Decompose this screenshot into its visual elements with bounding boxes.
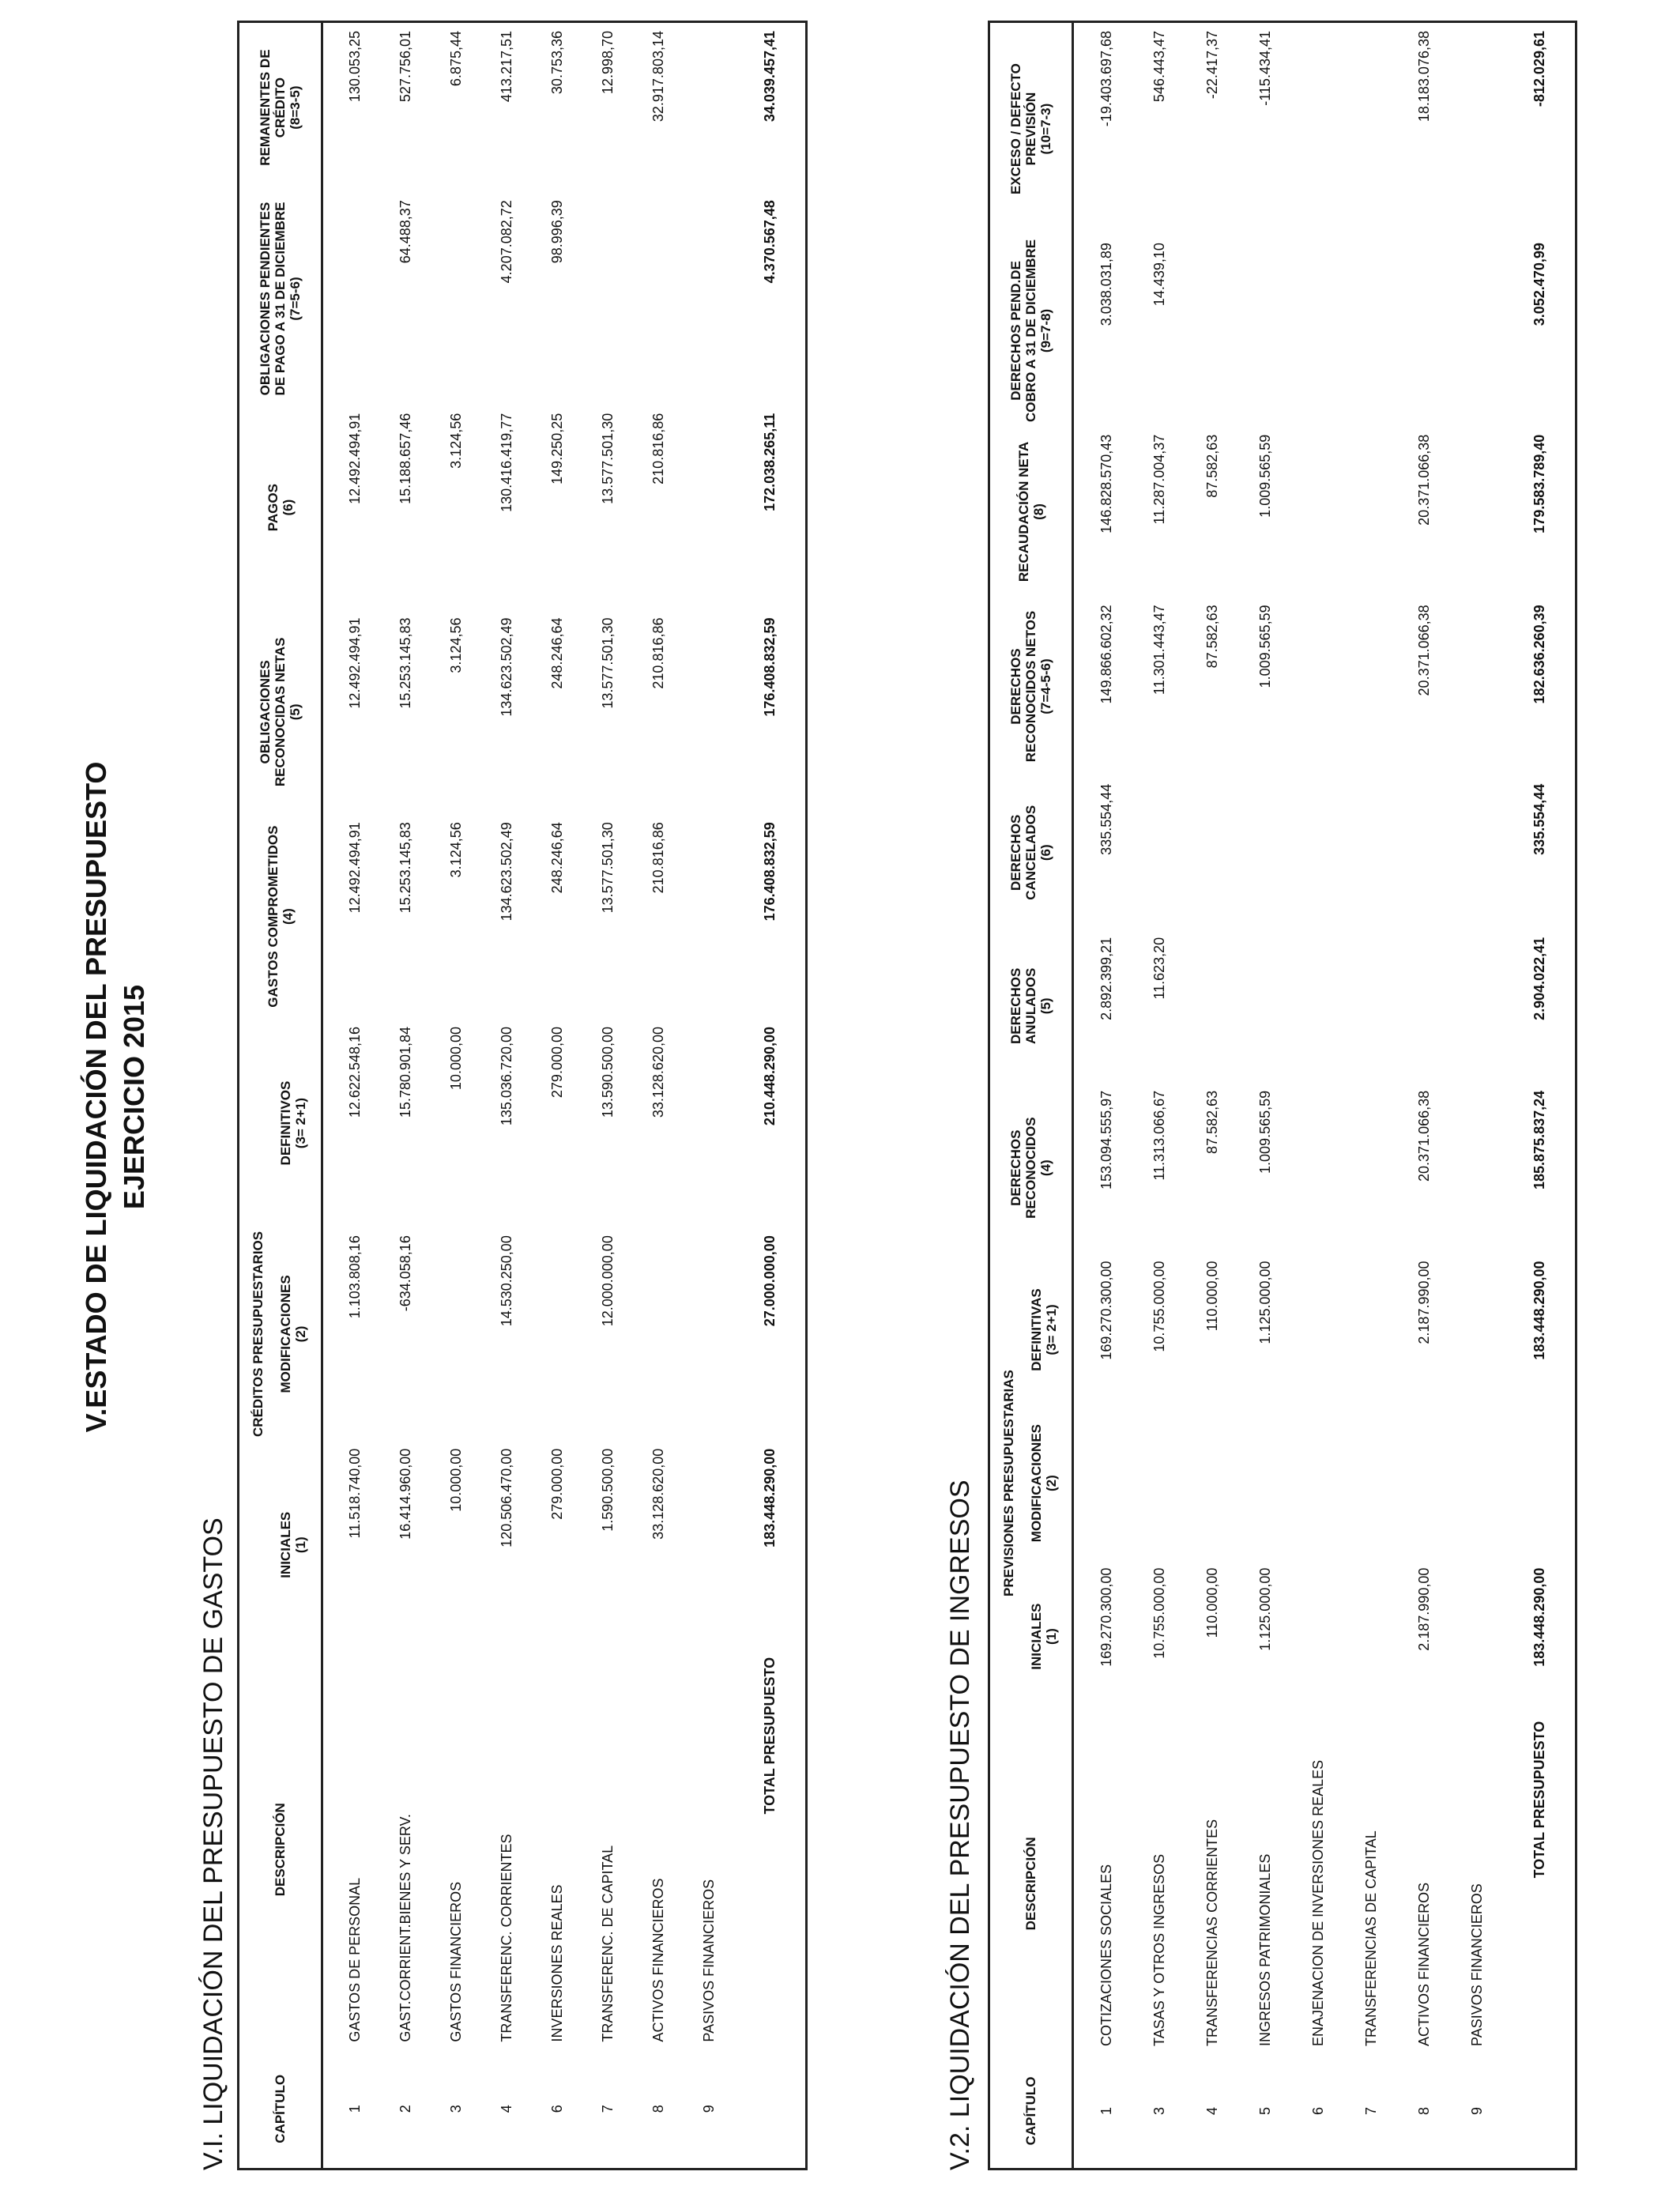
- row-value-mod: [1186, 1407, 1239, 1560]
- row-value-pend: 98.996,39: [548, 200, 565, 264]
- row-value-pend: [1345, 235, 1398, 427]
- row-value-rec: 11.313.066,67: [1151, 1090, 1167, 1181]
- header-pagos: PAGOS (6): [239, 405, 322, 610]
- row-value-mod: [1239, 1407, 1292, 1560]
- row-value-pend: [582, 192, 633, 405]
- table-row: [380, 22, 431, 2169]
- total-value-obl: 176.408.832,59: [761, 617, 778, 717]
- row-value-def: 10.755.000,00: [1151, 1261, 1167, 1352]
- row-value-can: [1451, 776, 1504, 929]
- total-value-exc: -812.029,61: [1531, 31, 1547, 107]
- row-value-def: [1292, 1253, 1345, 1406]
- row-value-rem: 130.053,25: [346, 31, 363, 103]
- row-value-rec: 1.009.565,59: [1257, 1090, 1273, 1174]
- row-value-net: 11.301.443,47: [1151, 605, 1167, 696]
- row-capitulo: 7: [1363, 2106, 1379, 2115]
- row-value-def: 33.128.620,00: [650, 1027, 666, 1118]
- row-value-def: 13.590.500,00: [599, 1027, 616, 1118]
- row-capitulo: 1: [346, 2105, 363, 2113]
- row-value-mod: [1292, 1407, 1345, 1560]
- header-derechos-cancelados: DERECHOS CANCELADOS (6): [989, 776, 1073, 929]
- row-value-anu: [1398, 929, 1451, 1083]
- row-descripcion: TASAS Y OTROS INGRESOS: [1151, 1853, 1167, 2046]
- row-value-comp: 3.124,56: [447, 822, 464, 878]
- total-value-can: 335.554,44: [1531, 783, 1547, 855]
- row-value-anu: [1186, 929, 1239, 1083]
- row-value-obl: 210.816,86: [650, 617, 666, 689]
- row-value-comp: 134.623.502,49: [498, 822, 514, 922]
- row-value-def: [1451, 1253, 1504, 1406]
- row-value-ini: [1345, 1560, 1398, 1713]
- row-value-rem: 413.217,51: [498, 31, 514, 103]
- row-value-rem: 12.998,70: [599, 31, 616, 95]
- row-value-ini: 1.125.000,00: [1257, 1567, 1273, 1651]
- row-value-pend: [1292, 235, 1345, 427]
- row-value-rau: 20.371.066,38: [1416, 434, 1432, 526]
- row-capitulo: 3: [447, 2105, 464, 2113]
- table-row: [1398, 22, 1451, 2169]
- row-value-mod: -634.058,16: [397, 1235, 413, 1312]
- header-gastos-comprometidos: GASTOS COMPROMETIDOS (4): [239, 814, 322, 1019]
- row-value-def: 10.000,00: [447, 1027, 464, 1091]
- total-value-rem: 34.039.457,41: [761, 31, 778, 123]
- header-modificaciones: MODIFICACIONES (2): [1016, 1407, 1073, 1560]
- row-descripcion: PASIVOS FINANCIEROS: [1469, 1883, 1485, 2046]
- row-descripcion: TRANSFERENCIAS DE CAPITAL: [1363, 1830, 1379, 2046]
- row-value-ini: 120.506.470,00: [498, 1448, 514, 1547]
- row-capitulo: 1: [1098, 2106, 1114, 2115]
- table-row: [532, 22, 582, 2169]
- row-value-pag: 12.492.494,91: [346, 413, 363, 504]
- section-title-gastos: V.I. LIQUIDACIÓN DEL PRESUPUESTO DE GASTOS: [198, 1517, 228, 2170]
- row-value-exc: [1451, 22, 1504, 236]
- row-value-exc: 18.183.076,38: [1416, 31, 1432, 123]
- header-definitivas: DEFINITIVAS (3= 2+1): [1016, 1253, 1073, 1406]
- row-value-rec: [1292, 1083, 1345, 1253]
- row-value-pend: [1451, 235, 1504, 427]
- row-descripcion: GAST.CORRIENT.BIENES Y SERV.: [397, 1814, 413, 2042]
- header-group-previsiones: PREVISIONES PRESUPUESTARIAS: [1000, 1370, 1016, 1597]
- row-capitulo: 7: [599, 2105, 616, 2113]
- row-value-rau: 146.828.570,43: [1098, 434, 1114, 533]
- row-value-rec: 20.371.066,38: [1416, 1090, 1432, 1182]
- header-capitulo: CAPÍTULO: [239, 2050, 322, 2169]
- row-value-pend: 4.207.082,72: [498, 200, 514, 284]
- row-value-ini: 10.000,00: [447, 1448, 464, 1512]
- row-capitulo: 5: [1257, 2106, 1273, 2115]
- row-value-net: 1.009.565,59: [1257, 605, 1273, 688]
- row-value-comp: 12.492.494,91: [346, 822, 363, 914]
- header-iniciales: INICIALES (1): [1016, 1560, 1073, 1713]
- header-modificaciones: MODIFICACIONES (2): [266, 1227, 322, 1441]
- row-value-mod: [1451, 1407, 1504, 1560]
- row-value-pend: [431, 192, 481, 405]
- row-value-net: 20.371.066,38: [1416, 605, 1432, 696]
- row-value-pend: 14.439,10: [1151, 243, 1167, 307]
- row-value-pag: 13.577.501,30: [599, 413, 616, 504]
- row-value-can: [1398, 776, 1451, 929]
- row-value-pend: [1186, 235, 1239, 427]
- row-value-rau: [1292, 427, 1345, 598]
- row-value-rau: [1451, 427, 1504, 598]
- row-descripcion: GASTOS FINANCIEROS: [447, 1881, 464, 2042]
- total-label: TOTAL PRESUPUESTO: [761, 1657, 778, 1815]
- row-capitulo: 9: [1469, 2106, 1485, 2115]
- row-value-comp: 13.577.501,30: [599, 822, 616, 914]
- header-exceso-defecto: EXCESO / DEFECTO PREVISIÓN (10=7-3): [989, 22, 1073, 236]
- table-row: [330, 22, 380, 2169]
- row-value-pag: 3.124,56: [447, 413, 464, 469]
- row-value-exc: [1345, 22, 1398, 236]
- header-derechos-anulados: DERECHOS ANULADOS (5): [989, 929, 1073, 1083]
- row-value-obl: 12.492.494,91: [346, 617, 363, 709]
- row-value-net: 87.582,63: [1204, 605, 1220, 669]
- row-value-ini: 110.000,00: [1204, 1567, 1220, 1638]
- row-value-pend: [1398, 235, 1451, 427]
- row-value-mod: [684, 1227, 734, 1441]
- table-row: [684, 22, 734, 2169]
- row-descripcion: ACTIVOS FINANCIEROS: [1416, 1882, 1432, 2046]
- row-value-net: [1292, 597, 1345, 775]
- row-value-can: [1345, 776, 1398, 929]
- row-value-rau: 1.009.565,59: [1257, 434, 1273, 518]
- row-value-mod: 12.000.000,00: [599, 1235, 616, 1327]
- row-value-pend: [1239, 235, 1292, 427]
- row-value-pag: 15.188.657,46: [397, 413, 413, 504]
- row-capitulo: 3: [1151, 2106, 1167, 2115]
- row-value-ini: [1292, 1560, 1345, 1713]
- header-obligaciones-reconocidas: OBLIGACIONES RECONOCIDAS NETAS (5): [239, 610, 322, 815]
- row-value-rec: 153.094.555,97: [1098, 1090, 1114, 1189]
- header-recaudacion: RECAUDACIÓN NETA (8): [989, 427, 1073, 598]
- row-value-rem: 527.756,01: [397, 31, 413, 103]
- row-value-net: [1345, 597, 1398, 775]
- row-value-rem: 32.917.803,14: [650, 31, 666, 123]
- row-value-comp: 15.253.145,83: [397, 822, 413, 914]
- header-capitulo: CAPÍTULO: [989, 2054, 1073, 2169]
- header-pendientes-cobro: DERECHOS PEND.DE COBRO A 31 DE DICIEMBRE (9=7-8): [989, 235, 1073, 427]
- table-row: [431, 22, 481, 2169]
- row-value-pend: [633, 192, 684, 405]
- table-row: [1133, 22, 1186, 2169]
- total-row: [1504, 22, 1576, 2169]
- row-value-ini: 169.270.300,00: [1098, 1567, 1114, 1667]
- section-title-ingresos: V.2. LIQUIDACIÓN DEL PRESUPUESTO DE INGRESOS: [945, 1480, 975, 2170]
- row-capitulo: 8: [650, 2105, 666, 2113]
- row-descripcion: TRANSFERENC. CORRIENTES: [498, 1834, 514, 2042]
- row-capitulo: 6: [1310, 2106, 1326, 2115]
- table-row: [1345, 22, 1398, 2169]
- header-derechos-netos: DERECHOS RECONOCIDOS NETOS (7=4-5-6): [989, 597, 1073, 775]
- table-row: [1186, 22, 1239, 2169]
- row-value-rau: 11.287.004,37: [1151, 434, 1167, 525]
- total-value-net: 182.636.260,39: [1531, 605, 1547, 704]
- row-value-ini: 1.590.500,00: [599, 1448, 616, 1532]
- row-value-pend: [684, 192, 734, 405]
- row-value-mod: [1398, 1407, 1451, 1560]
- row-value-ini: [684, 1441, 734, 1649]
- gastos-table: [237, 21, 808, 2170]
- row-value-comp: [684, 814, 734, 1019]
- ingresos-table: [988, 21, 1577, 2170]
- row-value-mod: [1133, 1407, 1186, 1560]
- total-value-pend: 4.370.567,48: [761, 200, 778, 284]
- row-value-rec: [1345, 1083, 1398, 1253]
- row-value-def: [684, 1019, 734, 1227]
- total-value-anu: 2.904.022,41: [1531, 937, 1547, 1020]
- row-value-rem: [684, 22, 734, 193]
- row-value-can: 335.554,44: [1098, 783, 1114, 855]
- row-value-rem: 6.875,44: [447, 31, 464, 87]
- row-value-mod: 14.530.250,00: [498, 1235, 514, 1327]
- row-value-def: 110.000,00: [1204, 1261, 1220, 1332]
- table-row: [1451, 22, 1504, 2169]
- header-definitivos: DEFINITIVOS (3= 2+1): [266, 1019, 322, 1227]
- total-value-pag: 172.038.265,11: [761, 413, 778, 511]
- row-value-can: [1133, 776, 1186, 929]
- row-value-anu: [1292, 929, 1345, 1083]
- document-title: V.ESTADO DE LIQUIDACIÓN DEL PRESUPUESTO: [80, 761, 112, 1433]
- row-value-anu: 11.623,20: [1151, 937, 1167, 1000]
- total-value-comp: 176.408.832,59: [761, 822, 778, 922]
- header-obligaciones-pendientes: OBLIGACIONES PENDIENTES DE PAGO A 31 DE DICIEMBRE (7=5-6): [239, 192, 322, 405]
- row-value-ini: 11.518.740,00: [346, 1448, 363, 1539]
- row-value-mod: [1080, 1407, 1133, 1560]
- row-descripcion: INGRESOS PATRIMONIALES: [1257, 1853, 1273, 2046]
- row-value-ini: [1451, 1560, 1504, 1713]
- row-descripcion: ENAJENACION DE INVERSIONES REALES: [1310, 1759, 1326, 2046]
- document-subtitle: EJERCICIO 2015: [118, 984, 150, 1210]
- total-value-pend: 3.052.470,99: [1531, 243, 1547, 326]
- row-value-mod: [532, 1227, 582, 1441]
- row-capitulo: 2: [397, 2105, 413, 2113]
- row-value-obl: 15.253.145,83: [397, 617, 413, 709]
- row-value-obl: 248.246,64: [548, 617, 565, 689]
- row-capitulo: 4: [498, 2105, 514, 2113]
- row-value-mod: [1345, 1407, 1398, 1560]
- row-value-net: 149.866.602,32: [1098, 605, 1114, 704]
- row-value-anu: [1451, 929, 1504, 1083]
- table-row: [633, 22, 684, 2169]
- row-value-pag: 130.416.419,77: [498, 413, 514, 512]
- row-value-pag: 210.816,86: [650, 413, 666, 484]
- header-descripcion: DESCRIPCIÓN: [239, 1649, 322, 2050]
- row-value-mod: [431, 1227, 481, 1441]
- total-row: [734, 22, 807, 2169]
- row-value-ini: 2.187.990,00: [1416, 1567, 1432, 1651]
- row-value-ini: 10.755.000,00: [1151, 1567, 1167, 1659]
- row-value-rem: 30.753,36: [548, 31, 565, 95]
- row-descripcion: COTIZACIONES SOCIALES: [1098, 1864, 1114, 2046]
- row-value-net: [1451, 597, 1504, 775]
- total-value-def: 210.448.290,00: [761, 1027, 778, 1126]
- row-value-rau: 87.582,63: [1204, 434, 1220, 498]
- row-value-ini: 16.414.960,00: [397, 1448, 413, 1540]
- row-value-mod: 1.103.808,16: [346, 1235, 363, 1319]
- row-value-rau: [1345, 427, 1398, 598]
- row-capitulo: 9: [700, 2105, 717, 2113]
- row-value-obl: 3.124,56: [447, 617, 464, 673]
- row-value-pend: [330, 192, 380, 405]
- row-value-exc: [1292, 22, 1345, 236]
- row-capitulo: 4: [1204, 2106, 1220, 2115]
- row-descripcion: GASTOS DE PERSONAL: [346, 1877, 363, 2042]
- row-value-rec: [1451, 1083, 1504, 1253]
- header-group-creditos: CRÉDITOS PRESUPUESTARIOS: [250, 1231, 266, 1437]
- row-capitulo: 8: [1416, 2106, 1432, 2115]
- row-value-pag: 149.250,25: [548, 413, 565, 484]
- row-value-def: 1.125.000,00: [1257, 1261, 1273, 1344]
- row-value-obl: 13.577.501,30: [599, 617, 616, 709]
- row-capitulo: 6: [548, 2105, 565, 2113]
- header-iniciales: INICIALES (1): [266, 1441, 322, 1649]
- row-value-exc: 546.443,47: [1151, 31, 1167, 103]
- row-value-can: [1239, 776, 1292, 929]
- total-value-ini: 183.448.290,00: [1531, 1567, 1547, 1667]
- row-value-exc: -115.434,41: [1257, 31, 1273, 106]
- row-value-pend: 3.038.031,89: [1098, 243, 1114, 326]
- row-value-rec: 87.582,63: [1204, 1090, 1220, 1154]
- table-row: [1239, 22, 1292, 2169]
- row-value-pag: [684, 405, 734, 610]
- total-value-mod: 27.000.000,00: [761, 1235, 778, 1327]
- row-value-def: 2.187.990,00: [1416, 1261, 1432, 1344]
- total-value-rau: 179.583.789,40: [1531, 434, 1547, 533]
- table-row: [1292, 22, 1345, 2169]
- row-value-def: [1345, 1253, 1398, 1406]
- row-value-ini: 33.128.620,00: [650, 1448, 666, 1540]
- row-value-def: 135.036.720,00: [498, 1027, 514, 1126]
- row-descripcion: ACTIVOS FINANCIEROS: [650, 1878, 666, 2042]
- table-row: [582, 22, 633, 2169]
- header-derechos-reconocidos: DERECHOS RECONOCIDOS (4): [989, 1083, 1073, 1253]
- row-descripcion: INVERSIONES REALES: [548, 1884, 565, 2042]
- row-value-anu: [1345, 929, 1398, 1083]
- row-value-mod: [633, 1227, 684, 1441]
- total-value-def: 183.448.290,00: [1531, 1261, 1547, 1360]
- total-label: TOTAL PRESUPUESTO: [1531, 1721, 1547, 1879]
- row-descripcion: PASIVOS FINANCIEROS: [700, 1879, 717, 2042]
- row-value-def: 169.270.300,00: [1098, 1261, 1114, 1360]
- row-value-ini: 279.000,00: [548, 1448, 565, 1520]
- row-value-def: 279.000,00: [548, 1027, 565, 1099]
- row-value-can: [1186, 776, 1239, 929]
- header-remanentes: REMANENTES DE CRÉDITO (8=3-5): [239, 22, 322, 193]
- row-descripcion: TRANSFERENCIAS CORRIENTES: [1204, 1819, 1220, 2046]
- row-value-exc: -19.403.697,68: [1098, 31, 1114, 127]
- row-value-obl: [684, 610, 734, 815]
- total-value-mod: [1504, 1407, 1576, 1560]
- row-value-pend: 64.488,37: [397, 200, 413, 264]
- row-value-obl: 134.623.502,49: [498, 617, 514, 717]
- total-value-ini: 183.448.290,00: [761, 1448, 778, 1547]
- row-value-anu: 2.892.399,21: [1098, 937, 1114, 1020]
- row-value-comp: 248.246,64: [548, 822, 565, 894]
- table-row: [481, 22, 532, 2169]
- table-row: [1080, 22, 1133, 2169]
- row-value-anu: [1239, 929, 1292, 1083]
- total-value-rec: 185.875.837,24: [1531, 1090, 1547, 1189]
- row-value-exc: -22.417,37: [1204, 31, 1220, 100]
- row-value-def: 15.780.901,84: [397, 1027, 413, 1118]
- row-value-can: [1292, 776, 1345, 929]
- row-value-def: 12.622.548,16: [346, 1027, 363, 1118]
- row-value-comp: 210.816,86: [650, 822, 666, 894]
- header-descripcion: DESCRIPCIÓN: [989, 1713, 1073, 2054]
- row-descripcion: TRANSFERENC. DE CAPITAL: [599, 1845, 616, 2042]
